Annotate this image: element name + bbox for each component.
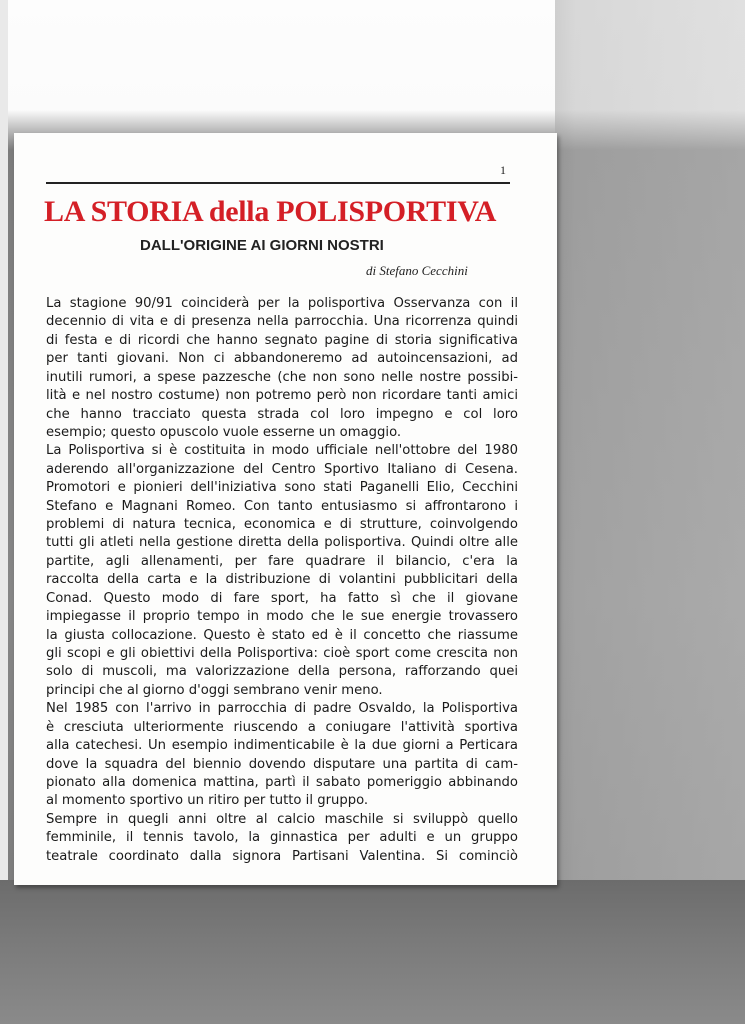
body-line: raccolta della carta e la distribuzione di volantini pubblicitari della	[46, 572, 518, 588]
body-line: alla catechesi. Un esempio indimenticabile è la due giorni a Perticara	[46, 738, 518, 754]
scan-lower-area	[0, 880, 745, 1024]
body-line: per tanti giovani. Non ci abbandoneremo ad autoincensazioni, ad	[46, 351, 518, 367]
body-line: pionato alla domenica mattina, partì il sabato pomeriggio abbinando	[46, 774, 518, 790]
booklet-page	[14, 133, 557, 885]
body-line: impiegasse il proprio tempo in modo che le sue energie trovassero	[46, 609, 518, 625]
body-line: la giusta collocazione. Questo è stato ed è il concetto che riassume	[46, 627, 518, 643]
body-line: aderendo all'organizzazione del Centro Sportivo Italiano di Cesena.	[46, 461, 518, 477]
body-line: tutti gli atleti nella gestione diretta della polisportiva. Quindi oltre alle	[46, 535, 518, 551]
scan-shadow	[555, 0, 745, 1024]
body-line: decennio di vita e di presenza nella parrocchia. Una ricorrenza quindi	[46, 314, 518, 330]
body-line: che hanno tracciato questa strada col loro impegno e col loro	[46, 406, 518, 422]
author-byline: di Stefano Cecchini	[366, 263, 468, 278]
body-line: al momento sportivo un ritiro per tutto il gruppo.	[46, 793, 369, 809]
body-line: dove la squadra del biennio dovendo disputare una partita di cam-	[46, 756, 518, 772]
body-line: Sempre in quegli anni oltre al calcio maschile si sviluppò quello	[46, 811, 518, 827]
body-line: è cresciuta ulteriormente riuscendo a coniugare l'attività sportiva	[46, 719, 518, 735]
body-line: teatrale coordinato dalla signora Partisani Valentina. Si cominciò	[46, 848, 518, 864]
page-number: 1	[500, 163, 506, 177]
body-line: Stefano e Magnani Romeo. Con tanto entusiasmo si affrontarono i	[46, 498, 518, 514]
body-line: partite, agli allenamenti, per fare quadrare il bilancio, c'era la	[46, 553, 518, 569]
body-line: principi che al giorno d'oggi sembrano venir meno.	[46, 682, 383, 698]
body-line: di festa e di ricordi che hanno segnato pagine di storia significativa	[46, 332, 518, 348]
body-line: lità e nel nostro costume) non potremo però non ricordare tanti amici	[46, 388, 518, 404]
body-line: Conad. Questo modo di fare sport, ha fatto sì che il giovane	[46, 590, 518, 606]
article-title: LA STORIA della POLISPORTIVA	[44, 195, 497, 228]
body-line: problemi di natura tecnica, economica e di strutture, coinvolgendo	[46, 517, 518, 533]
article-body	[46, 295, 518, 866]
body-line: esempio; questo opuscolo vuole esserne un omaggio.	[46, 424, 402, 440]
body-line: Promotori e pionieri dell'iniziativa sono stati Paganelli Elio, Cecchini	[46, 480, 518, 496]
header-rule	[46, 182, 510, 184]
scan-edge	[0, 0, 8, 1024]
body-line: Nel 1985 con l'arrivo in parrocchia di padre Osvaldo, la Polisportiva	[46, 701, 518, 717]
body-line: La Polisportiva si è costituita in modo ufficiale nell'ottobre del 1980	[46, 443, 518, 459]
article-subtitle: DALL'ORIGINE AI GIORNI NOSTRI	[140, 237, 384, 254]
body-line: inutili rumori, a spese pazzesche (che non sono nelle nostre possibi-	[46, 369, 518, 385]
body-line: gli scopi e gli obiettivi della Polisportiva: cioè sport come crescita non	[46, 646, 518, 662]
body-line: solo di muscoli, ma valorizzazione della persona, rafforzando quei	[46, 664, 518, 680]
body-line: femminile, il tennis tavolo, la ginnastica per adulti e un gruppo	[46, 830, 518, 846]
body-line: La stagione 90/91 coinciderà per la polisportiva Osservanza con il	[46, 296, 518, 311]
